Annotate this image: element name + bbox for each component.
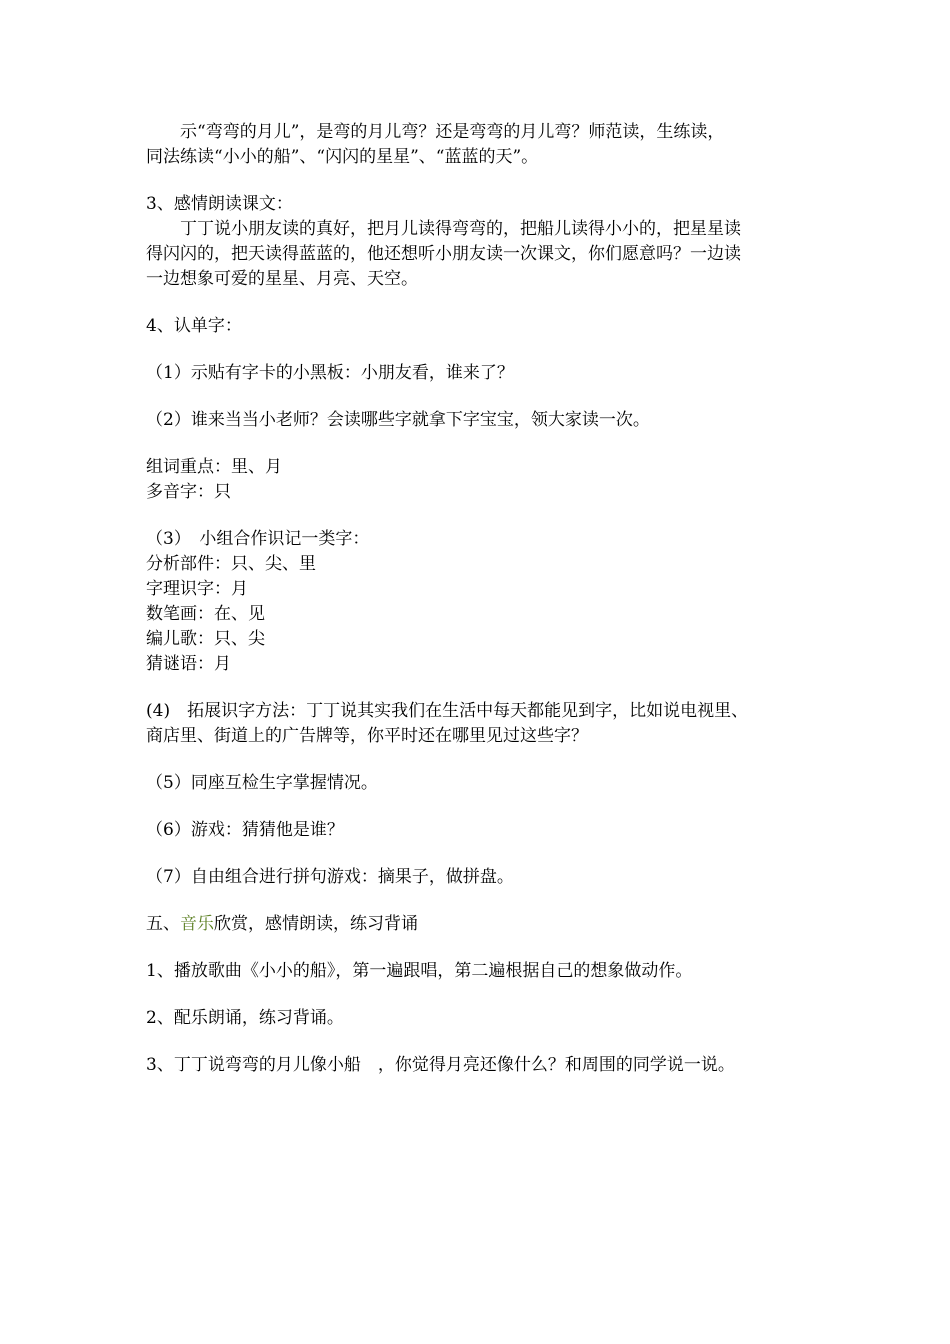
text-line: 猜谜语：月 bbox=[146, 654, 231, 674]
text-line: (4) 拓展识字方法：丁丁说其实我们在生活中每天都能见到字，比如说电视里、 bbox=[146, 701, 749, 721]
text-line: （5）同座互检生字掌握情况。 bbox=[146, 773, 378, 793]
text-line: 3、丁丁说弯弯的月儿像小船 ，你觉得月亮还像什么？和周围的同学说一说。 bbox=[146, 1055, 735, 1075]
text-line: 同法练读“小小的船”、“闪闪的星星”、“蓝蓝的天”。 bbox=[146, 147, 539, 167]
paragraph-9 bbox=[146, 771, 810, 796]
paragraph-10 bbox=[146, 818, 810, 843]
text-line: 丁丁说小朋友读的真好，把月儿读得弯弯的，把船儿读得小小的，把星星读 bbox=[180, 219, 741, 239]
heading-prefix: 五、 bbox=[146, 914, 180, 934]
text-line: 2、配乐朗诵，练习背诵。 bbox=[146, 1008, 344, 1028]
section-heading: 3、感情朗读课文： bbox=[146, 194, 293, 214]
text-line: （7）自由组合进行拼句游戏：摘果子，做拼盘。 bbox=[146, 867, 514, 887]
paragraph-3 bbox=[146, 314, 810, 339]
paragraph-4 bbox=[146, 361, 810, 386]
accent-text: 音乐 bbox=[180, 914, 214, 934]
text-line: 商店里、街道上的广告牌等，你平时还在哪里见过这些字？ bbox=[146, 726, 588, 746]
text-line: 得闪闪的，把天读得蓝蓝的，他还想听小朋友读一次课文，你们愿意吗？一边读 bbox=[146, 244, 741, 264]
text-line: 字理识字：月 bbox=[146, 579, 248, 599]
paragraph-1 bbox=[146, 120, 810, 170]
text-line: 示“弯弯的月儿”，是弯的月儿弯？还是弯弯的月儿弯？师范读，生练读， bbox=[180, 122, 725, 142]
section-heading: 4、认单字： bbox=[146, 316, 242, 336]
paragraph-13 bbox=[146, 959, 810, 984]
text-line: 数笔画：在、见 bbox=[146, 604, 265, 624]
paragraph-11 bbox=[146, 865, 810, 890]
paragraph-8 bbox=[146, 699, 810, 749]
section-heading bbox=[146, 912, 810, 937]
paragraph-6 bbox=[146, 455, 810, 505]
text-line: （6）游戏：猜猜他是谁？ bbox=[146, 820, 344, 840]
paragraph-14 bbox=[146, 1006, 810, 1031]
text-line: 分析部件：只、尖、里 bbox=[146, 554, 316, 574]
paragraph-5 bbox=[146, 408, 810, 433]
paragraph-7 bbox=[146, 527, 810, 677]
paragraph-15 bbox=[146, 1053, 810, 1078]
document-page bbox=[146, 120, 810, 1100]
text-line: 编儿歌：只、尖 bbox=[146, 629, 265, 649]
text-line: 多音字：只 bbox=[146, 482, 231, 502]
text-line: （1）示贴有字卡的小黑板：小朋友看，谁来了？ bbox=[146, 363, 514, 383]
paragraph-12 bbox=[146, 912, 810, 937]
text-line: （2）谁来当当小老师？会读哪些字就拿下字宝宝，领大家读一次。 bbox=[146, 410, 650, 430]
heading-suffix: 欣赏，感情朗读，练习背诵 bbox=[214, 914, 418, 934]
text-line: （3） 小组合作识记一类字： bbox=[146, 529, 370, 549]
paragraph-2 bbox=[146, 192, 810, 292]
text-line: 一边想象可爱的星星、月亮、天空。 bbox=[146, 269, 418, 289]
text-line: 1、播放歌曲《小小的船》，第一遍跟唱，第二遍根据自己的想象做动作。 bbox=[146, 961, 693, 981]
text-line: 组词重点：里、月 bbox=[146, 457, 282, 477]
